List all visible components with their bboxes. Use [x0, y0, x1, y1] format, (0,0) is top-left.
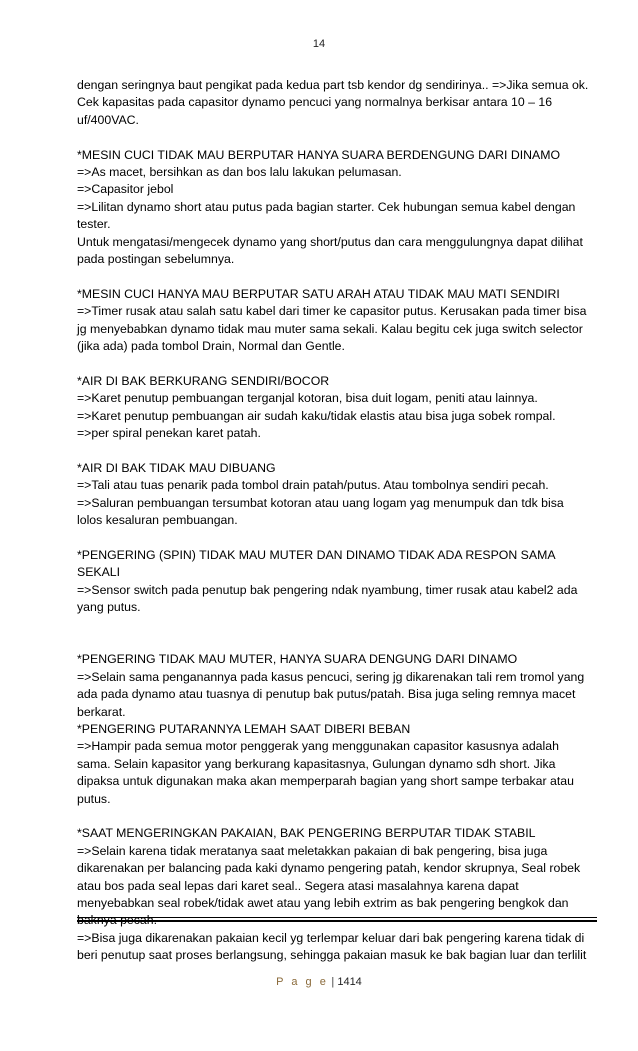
paragraph-5	[77, 460, 597, 530]
section-heading: *PENGERING (SPIN) TIDAK MAU MUTER DAN DINAMO TIDAK ADA RESPON SAMA	[77, 547, 556, 562]
text-line: uf/400VAC.	[77, 112, 139, 127]
text-line: dipaksa untuk digunakan maka akan memperparah bagian yang short sampe terbakar atau	[77, 774, 574, 789]
text-line: menyebabkan seal robek/tidak awet atau yang lebih extrim as bak pengering bengkok dan	[77, 895, 569, 910]
paragraph-4	[77, 373, 597, 443]
section-heading: *AIR DI BAK TIDAK MAU DIBUANG	[77, 460, 276, 475]
text-line: =>Sensor switch pada penutup bak pengering ndak nyambung, timer rusak atau kabel2 ada	[77, 582, 578, 597]
text-line: =>Timer rusak atau salah satu kabel dari timer ke capasitor putus. Kerusakan pada timer bisa	[77, 304, 587, 319]
footer-separator: |	[331, 976, 335, 988]
text-line: baknya pecah.	[77, 913, 157, 928]
text-line: (jika ada) pada tombol Drain, Normal dan Gentle.	[77, 339, 345, 354]
text-line: =>Saluran pembuangan tersumbat kotoran atau uang logam yag menumpuk dan tdk bisa	[77, 495, 564, 510]
footer-rule-thick	[77, 920, 597, 922]
paragraph-6	[77, 547, 597, 617]
text-line: =>Selain sama penganannya pada kasus pencuci, sering jg dikarenakan tali rem tromol yang	[77, 669, 585, 684]
paragraph-8	[77, 825, 597, 964]
paragraph-1	[77, 77, 597, 129]
text-line: jg menyebabkan dynamo tidak mau muter sama sekali. Kalau begitu cek juga switch selector	[77, 321, 583, 336]
text-line: atau bos pada seal lepas dari karet seal.. Segera atasi masalahnya karena dapat	[77, 878, 519, 893]
text-line: yang putus.	[77, 600, 141, 615]
text-line: =>Bisa juga dikarenakan pakaian kecil yg terlempar keluar dari bak pengering karena tidak di	[77, 930, 585, 945]
paragraph-3	[77, 286, 597, 356]
text-line: pada postingan sebelumnya.	[77, 252, 235, 267]
section-heading: *MESIN CUCI HANYA MAU BERPUTAR SATU ARAH ATAU TIDAK MAU MATI SENDIRI	[77, 286, 560, 301]
page-footer	[0, 976, 638, 988]
text-line: tester.	[77, 217, 111, 232]
text-line: beri penutup saat proses berlangsung, sehingga pakaian masuk ke bak bagian luar dan terlilit	[77, 948, 587, 963]
section-heading: *SAAT MENGERINGKAN PAKAIAN, BAK PENGERING BERPUTAR TIDAK STABIL	[77, 826, 536, 841]
footer-rule-thin	[77, 917, 597, 918]
text-line: =>Selain karena tidak meratanya saat meletakkan pakaian di bak pengering, bisa juga	[77, 843, 548, 858]
section-heading: *MESIN CUCI TIDAK MAU BERPUTAR HANYA SUARA BERDENGUNG DARI DINAMO	[77, 147, 561, 162]
text-line: =>As macet, bersihkan as dan bos lalu lakukan pelumasan.	[77, 165, 402, 180]
text-line: =>Tali atau tuas penarik pada tombol drain patah/putus. Atau tombolnya sendiri pecah.	[77, 478, 549, 493]
document-body	[77, 77, 597, 965]
section-heading: *PENGERING PUTARANNYA LEMAH SAAT DIBERI BEBAN	[77, 721, 411, 736]
paragraph-7	[77, 651, 597, 808]
text-line: Untuk mengatasi/mengecek dynamo yang short/putus dan cara menggulungnya dapat dilihat	[77, 234, 583, 249]
footer-page-number: 1414	[337, 976, 362, 988]
text-line: =>per spiral penekan karet patah.	[77, 426, 261, 441]
text-line: ada pada dynamo atau tuasnya di penutup bak putus/patah. Bisa juga seling remnya macet	[77, 687, 576, 702]
text-line: dikarenakan per balancing pada kaki dynamo pengering patah, kendor skrupnya, Seal robek	[77, 861, 581, 876]
text-line: =>Karet penutup pembuangan air sudah kaku/tidak elastis atau bisa juga sobek rompal.	[77, 408, 556, 423]
text-line: sama. Selain kapasitor yang berkurang kapasitasnya, Gulungan dynamo sdh short. Jika	[77, 756, 556, 771]
text-line: =>Capasitor jebol	[77, 182, 174, 197]
section-heading: *AIR DI BAK BERKURANG SENDIRI/BOCOR	[77, 373, 330, 388]
text-line: =>Karet penutup pembuangan terganjal kotoran, bisa duit logam, peniti atau lainnya.	[77, 391, 538, 406]
text-line: putus.	[77, 791, 111, 806]
footer-page-label: P a g e	[276, 976, 329, 988]
section-heading: *PENGERING TIDAK MAU MUTER, HANYA SUARA DENGUNG DARI DINAMO	[77, 652, 518, 667]
text-line: berkarat.	[77, 704, 126, 719]
text-line: Cek kapasitas pada capasitor dynamo pencuci yang normalnya berkisar antara 10 – 16	[77, 95, 553, 110]
section-heading: SEKALI	[77, 565, 121, 580]
header-page-number: 14	[312, 38, 326, 50]
text-line: lolos kesaluran pembuangan.	[77, 513, 238, 528]
text-line: =>Lilitan dynamo short atau putus pada bagian starter. Cek hubungan semua kabel dengan	[77, 199, 576, 214]
paragraph-2	[77, 147, 597, 269]
text-line: =>Hampir pada semua motor penggerak yang menggunakan capasitor kasusnya adalah	[77, 739, 559, 754]
text-line: dengan seringnya baut pengikat pada kedua part tsb kendor dg sendirinya.. =>Jika semua ok.	[77, 78, 589, 92]
